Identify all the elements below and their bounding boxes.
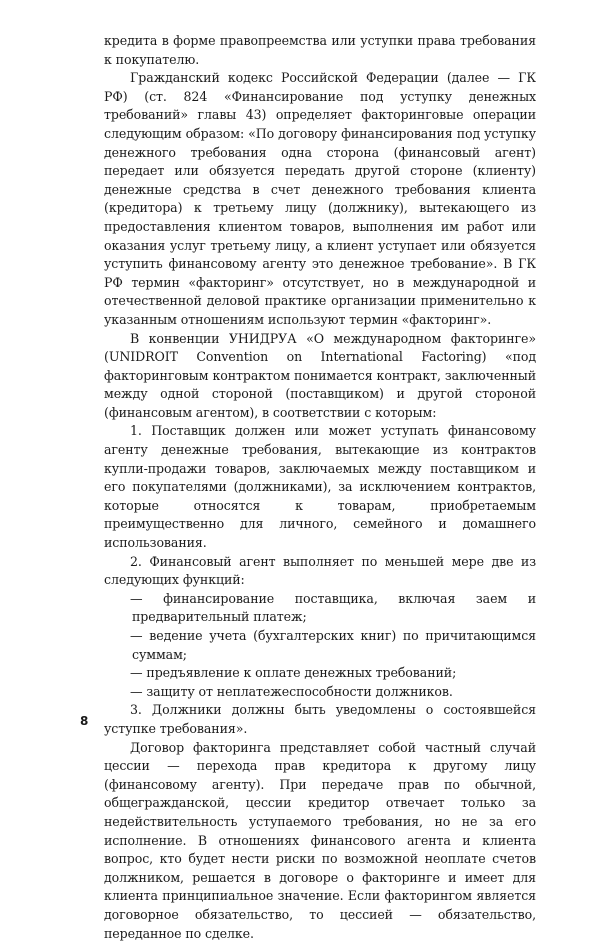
function-financing: — финансирование поставщика, включая заем и предварительный платеж; xyxy=(130,590,536,625)
paragraph-cession: Договор факторинга представляет собой частный случай цессии — перехода прав кредитора к другому лицу (финансовому агенту). При передаче прав по обычной, общегражданской, цессии кредитор отвечает только за недействительность уступаемого требования, но не за его исполнение. В отношениях финансового агента и клиента вопрос, кто будет нести риски по возможной неоплате счетов должником, решается в договоре о факторинге и имеет для клиента принципиальное значение. Если факторингом является договорное обязательство, то цессией — обязательство, переданное по сделке. xyxy=(104,739,536,941)
list-item-3: 3. Должники должны быть уведомлены о состоявшейся уступке требования». xyxy=(104,702,536,736)
paragraph-civil-code: Гражданский кодекс Российской Федерации (далее — ГК РФ) (ст. 824 «Финансирование под уступку денежных требований» главы 43) определяет факторинговые операции следующим образом: «По договору финансирования под уступку денежного требования одна сторона (финансовый агент) передает или обязуется передать другой стороне (клиенту) денежные средства в счет денежного требования клиента (кредитора) к третьему лицу (должнику), вытекающего из предоставления клиентом товаров, выполнения им работ или оказания услуг третьему лицу, а клиент уступает или обязуется уступить финансовому агенту это денежное требование». В ГК РФ термин «факторинг» отсутствует, но в международной и отечественной деловой практике организации применительно к указанным отношениям используют термин «факторинг». xyxy=(104,70,536,327)
function-accounting: — ведение учета (бухгалтерских книг) по причитающимся суммам; xyxy=(130,628,536,662)
list-item-1: 1. Поставщик должен или может уступать финансовому агенту денежные требования, вытекающие из контрактов купли-продажи товаров, заключаемых между поставщиком и его покупателями (должниками), за исключением контрактов, которые относятся к товарам, приобретаемым преимущественно для личного, семейного и домашнего использования. xyxy=(104,423,536,551)
function-protection: — защиту от неплатежеспособности должников. xyxy=(130,683,453,699)
paragraph-continuation: кредита в форме правопреемства или уступки права требования к покупателю. xyxy=(104,33,536,67)
paragraph-unidroit: В конвенции УНИДРУА «О международном факторинге» (UNIDROIT Convention on International Factoring) «под факторинговым контрактом понимается контракт, заключенный между одной стороной (поставщиком) и другой стороной (финансовым агентом), в соответствии с которым: xyxy=(104,330,536,420)
body-text xyxy=(104,32,536,943)
function-collection: — предъявление к оплате денежных требований; xyxy=(130,665,457,681)
list-item-2: 2. Финансовый агент выполняет по меньшей мере две из следующих функций: xyxy=(104,553,536,588)
page-number: 8 xyxy=(80,714,89,728)
